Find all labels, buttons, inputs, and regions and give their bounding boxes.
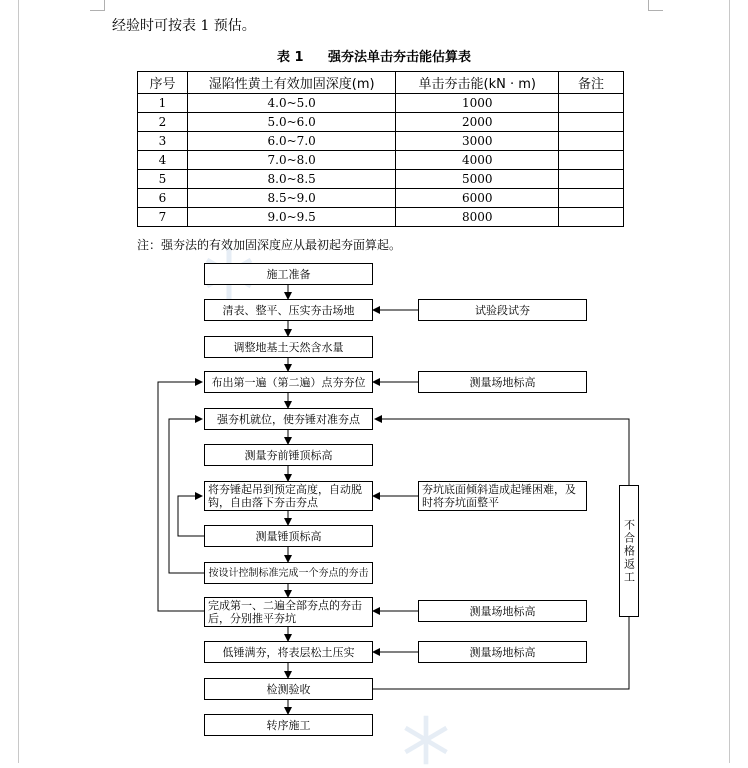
table-caption-title: 强夯法单击夯击能估算表 [328, 50, 472, 65]
flow-step-low-energy-tamping: 低锤满夯，将表层松土压实 [204, 641, 373, 663]
flow-side-measure-site: 测量场地标高 [418, 600, 587, 622]
cell-depth: 8.5~9.0 [187, 189, 396, 208]
flow-side-pit-leveling: 夯坑底面倾斜造成起锤困难，及时将夯坑面整平 [418, 481, 587, 511]
column-header-energy: 单击夯击能(kN · m) [396, 72, 559, 94]
flow-step-measure-before: 测量夯前锤顶标高 [204, 444, 373, 466]
flow-step-position-rammer: 强夯机就位，使夯锤对准夯点 [204, 408, 373, 430]
cell-depth: 9.0~9.5 [187, 208, 396, 227]
flow-loop-line [178, 496, 204, 536]
cell-depth: 5.0~6.0 [187, 113, 396, 132]
flow-rework-line [375, 419, 629, 485]
cell-energy: 3000 [396, 132, 559, 151]
flow-rework-label: 不合格返工 [622, 518, 636, 584]
cell-index: 4 [138, 151, 188, 170]
cell-energy: 8000 [396, 208, 559, 227]
flow-step-layout-points: 布出第一遍（第二遍）点夯夯位 [204, 371, 373, 393]
cell-energy: 2000 [396, 113, 559, 132]
cell-depth: 8.0~8.5 [187, 170, 396, 189]
flow-rework-box [619, 485, 639, 617]
column-header-index: 序号 [138, 72, 188, 94]
flow-step-level-pits: 完成第一、二遍全部夯点的夯击后，分别推平夯坑 [204, 597, 373, 627]
cell-index: 7 [138, 208, 188, 227]
column-header-remark: 备注 [559, 72, 624, 94]
table-note: 注：强夯法的有效加固深度应从最初起夯面算起。 [137, 238, 402, 252]
flow-step-inspection: 检测验收 [204, 678, 373, 700]
flow-step-drop-hammer: 将夯锤起吊到预定高度，自动脱钩，自由落下夯击夯点 [204, 481, 373, 511]
cell-index: 6 [138, 189, 188, 208]
column-header-depth: 湿陷性黄土有效加固深度(m) [187, 72, 396, 94]
cell-depth: 6.0~7.0 [187, 132, 396, 151]
cell-energy: 6000 [396, 189, 559, 208]
cell-energy: 1000 [396, 94, 559, 113]
cell-index: 5 [138, 170, 188, 189]
flow-step-moisture-adjust: 调整地基土天然含水量 [204, 336, 373, 358]
table-caption-number: 表 1 [276, 50, 304, 65]
flow-step-complete-point: 按设计控制标准完成一个夯点的夯击 [204, 562, 373, 584]
cell-energy: 5000 [396, 170, 559, 189]
cell-depth: 7.0~8.0 [187, 151, 396, 170]
intro-text: 经验时可按表 1 预估。 [112, 18, 256, 34]
cell-depth: 4.0~5.0 [187, 94, 396, 113]
flow-side-measure-site: 测量场地标高 [418, 641, 587, 663]
cell-index: 1 [138, 94, 188, 113]
cell-index: 3 [138, 132, 188, 151]
cell-energy: 4000 [396, 151, 559, 170]
flow-step-site-clearing: 清表、整平、压实夯击场地 [204, 299, 373, 321]
cell-index: 2 [138, 113, 188, 132]
flow-side-measure-site: 测量场地标高 [418, 371, 587, 393]
flow-step-measure-hammer: 测量锤顶标高 [204, 525, 373, 547]
flow-side-trial-section: 试验段试夯 [418, 299, 587, 321]
flow-step-next-process: 转序施工 [204, 714, 373, 736]
flow-step-preparation: 施工准备 [204, 263, 373, 285]
